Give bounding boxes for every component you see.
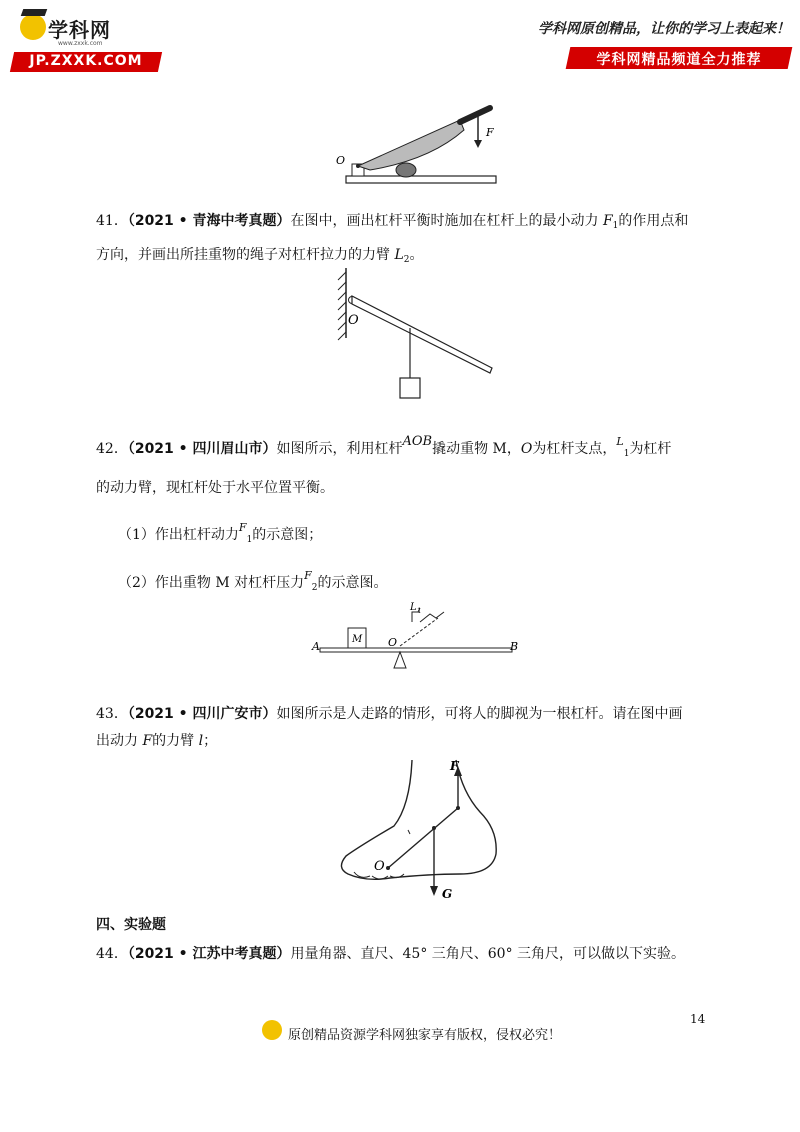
label-l1: L bbox=[410, 602, 417, 613]
gravity-point bbox=[432, 826, 436, 830]
label-a: A bbox=[312, 640, 320, 653]
weight-block bbox=[400, 378, 420, 398]
lever-bar bbox=[352, 296, 492, 373]
logo-text: 学科网 bbox=[48, 18, 111, 42]
question-text: 。 bbox=[409, 247, 424, 263]
figure-aob-lever bbox=[308, 600, 524, 674]
header-slogan: 学科网原创精品，让你的学习上表起来！ bbox=[538, 21, 790, 37]
var-f1-sub: 1 bbox=[246, 535, 253, 545]
copyright-notice: 原创精品资源学科网独家享有版权，侵权必究！ bbox=[288, 1028, 562, 1043]
site-badge: JP.ZXXK.COM bbox=[29, 53, 143, 69]
question-number: 43． bbox=[96, 706, 128, 722]
var-aob: AOB bbox=[402, 434, 433, 449]
question-text: 的示意图； bbox=[252, 527, 323, 543]
section-title: 四、实验题 bbox=[96, 917, 166, 933]
question-number: 42． bbox=[96, 441, 128, 457]
label-o: O bbox=[388, 636, 398, 649]
foot-outline bbox=[341, 760, 496, 879]
var-f1: F bbox=[602, 213, 613, 229]
var-f: F bbox=[142, 733, 153, 749]
label-o: O bbox=[374, 859, 385, 874]
base-plate bbox=[346, 176, 496, 183]
var-l1: L bbox=[616, 435, 624, 448]
force-point bbox=[456, 806, 460, 810]
question-42 bbox=[96, 432, 716, 464]
label-f: F bbox=[450, 759, 459, 773]
question-text: 的力臂 bbox=[152, 733, 199, 749]
question-text: 方向，并画出所挂重物的绳子对杠杆拉力的力臂 bbox=[96, 247, 395, 263]
figure-knife-lever bbox=[330, 100, 510, 192]
question-text: 撬动重物 M， bbox=[432, 441, 521, 457]
question-43-line2 bbox=[96, 731, 716, 751]
l1-marker bbox=[420, 612, 444, 622]
question-text: 为杠杆 bbox=[629, 441, 672, 457]
lever-bar bbox=[320, 648, 512, 652]
question-source: （2021 • 江苏中考真题） bbox=[127, 946, 291, 962]
question-source: （2021 • 青海中考真题） bbox=[127, 213, 291, 229]
force-g-arrow-head bbox=[430, 886, 438, 896]
question-source: （2021 • 四川广安市） bbox=[127, 706, 277, 722]
label-f: F bbox=[486, 126, 494, 139]
crease bbox=[408, 830, 410, 834]
roller bbox=[396, 163, 416, 177]
page-number: 14 bbox=[690, 1012, 706, 1026]
question-number: 44． bbox=[96, 946, 128, 962]
label-g: G bbox=[442, 887, 453, 901]
question-text: 用量角器、直尺、45° 三角尺、60° 三角尺，可以做以下实验。 bbox=[290, 946, 686, 962]
var-f1: F bbox=[238, 521, 247, 534]
knife-handle bbox=[460, 108, 490, 122]
question-44 bbox=[96, 944, 716, 964]
question-42-part2 bbox=[118, 566, 738, 598]
force-arrow-head bbox=[474, 140, 482, 148]
question-43 bbox=[96, 704, 716, 724]
label-b: B bbox=[510, 640, 519, 653]
question-text: 的示意图。 bbox=[317, 575, 388, 591]
fulcrum bbox=[394, 652, 406, 668]
var-l: l bbox=[198, 733, 204, 749]
question-text: 的作用点和 bbox=[618, 213, 689, 229]
label-l1-sub: 1 bbox=[417, 607, 422, 615]
label-o: O bbox=[348, 313, 359, 328]
mascot-icon bbox=[262, 1020, 282, 1040]
arm-line bbox=[400, 618, 438, 646]
question-number: 41． bbox=[96, 213, 128, 229]
question-text: （1）作出杠杆动力 bbox=[118, 527, 239, 543]
logo-url: www.zxxk.com bbox=[58, 40, 103, 47]
question-text: 在图中，画出杠杆平衡时施加在杠杆上的最小动力 bbox=[290, 213, 603, 229]
knife-blade bbox=[358, 120, 464, 170]
question-42-line2: 的动力臂，现杠杆处于水平位置平衡。 bbox=[96, 480, 334, 496]
graduation-cap-icon bbox=[21, 9, 48, 16]
label-m: M bbox=[352, 634, 363, 645]
var-f2: F bbox=[304, 569, 312, 582]
figure-foot-lever bbox=[330, 756, 510, 906]
var-o: O bbox=[520, 441, 533, 457]
foot-lever-line bbox=[388, 808, 458, 868]
var-l2: L bbox=[394, 247, 404, 263]
question-text: 出动力 bbox=[96, 733, 143, 749]
pivot-point bbox=[386, 866, 390, 870]
var-f1-sub: 1 bbox=[612, 221, 619, 231]
wall-hatching bbox=[338, 272, 346, 340]
question-text: ； bbox=[203, 733, 218, 749]
channel-badge: 学科网精品频道全力推荐 bbox=[596, 52, 762, 68]
question-41 bbox=[96, 211, 716, 236]
question-text: 如图所示，利用杠杆 bbox=[276, 441, 403, 457]
var-l2-sub: 2 bbox=[403, 255, 410, 265]
question-source: （2021 • 四川眉山市） bbox=[127, 441, 277, 457]
question-text: 如图所示是人走路的情形，可将人的脚视为一根杠杆。请在图中画 bbox=[276, 706, 683, 722]
label-o: O bbox=[336, 154, 346, 167]
question-42-part1 bbox=[118, 518, 738, 550]
logo-mascot-icon bbox=[20, 14, 46, 40]
var-l1-sub: 1 bbox=[623, 449, 630, 459]
question-text: （2）作出重物 M 对杠杆压力 bbox=[118, 575, 305, 591]
question-text: 为杠杆支点， bbox=[532, 441, 617, 457]
var-f2-sub: 2 bbox=[311, 583, 318, 593]
figure-wall-lever bbox=[330, 262, 500, 402]
